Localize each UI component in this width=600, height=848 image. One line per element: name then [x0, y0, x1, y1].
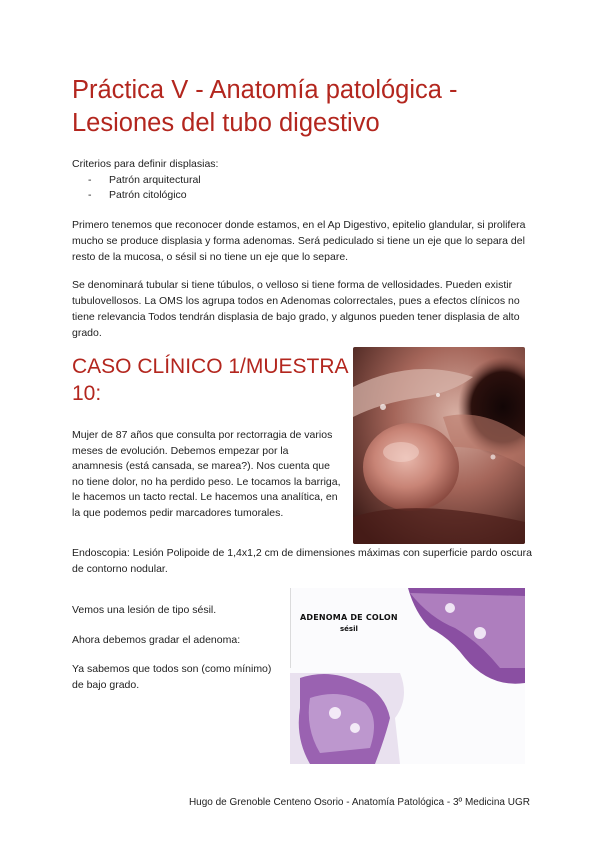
criteria-item-label: Patrón arquitectural — [109, 174, 201, 186]
sessile-text: Vemos una lesión de tipo sésil. — [72, 604, 217, 616]
case-heading: CASO CLÍNICO 1/MUESTRA 10: — [72, 355, 348, 405]
page-title: Práctica V - Anatomía patológica - Lesiones del tubo digestivo — [72, 76, 458, 137]
histology-image — [290, 588, 525, 764]
bullet-dash: - — [88, 174, 92, 186]
page-footer: Hugo de Grenoble Centeno Osorio - Anatomía Patológica - 3º Medicina UGR — [188, 797, 530, 808]
case-description: Mujer de 87 años que consulta por rectorragia de varios meses de evolución. Debemos empezar por la anamnesis (está cansada, se marea?). Nos cuenta que no tiene dolor, no ha perdido peso. Le tocamos la barriga, le hacemos un tacto rectal. Le hacemos una analítica, en la que podemos pedir marcadores tumorales. — [72, 429, 341, 519]
grade-text: Ahora debemos gradar el adenoma: — [72, 634, 241, 646]
low-grade-text: Ya sabemos que todos son (como mínimo) de bajo grado. — [72, 663, 272, 691]
list-item — [88, 188, 201, 203]
paragraph-displasia: Primero tenemos que reconocer donde estamos, en el Ap Digestivo, epitelio glandular, si prolifera mucho se produce displasia y forma adenomas. Será pediculado si tiene un eje que lo separa del resto de la mucosa, o sésil si no tiene un eje que lo separe. — [72, 219, 526, 263]
list-item — [88, 173, 201, 188]
histology-label: ADENOMA DE COLON — [300, 613, 398, 622]
endoscopy-text: Endoscopia: Lesión Polipoide de 1,4x1,2 cm de dimensiones máximas con superficie pardo oscura de contorno nodular. — [72, 547, 532, 575]
criteria-intro: Criterios para definir displasias: — [72, 158, 219, 170]
criteria-list — [88, 173, 201, 203]
bullet-dash: - — [88, 189, 92, 201]
paragraph-tubular: Se denominará tubular si tiene túbulos, o velloso si tiene forma de vellosidades. Pueden existir tubulovellosos. La OMS los agrupa todos en Adenomas colorrectales, pues a efectos clínicos no tiene relevancia Todos tendrán displasia de bajo grado, y algunos pueden tener displasia de alto grado. — [72, 279, 520, 339]
histology-sublabel: sésil — [340, 625, 358, 633]
criteria-item-label: Patrón citológico — [109, 189, 187, 201]
endoscopy-image — [353, 347, 525, 544]
